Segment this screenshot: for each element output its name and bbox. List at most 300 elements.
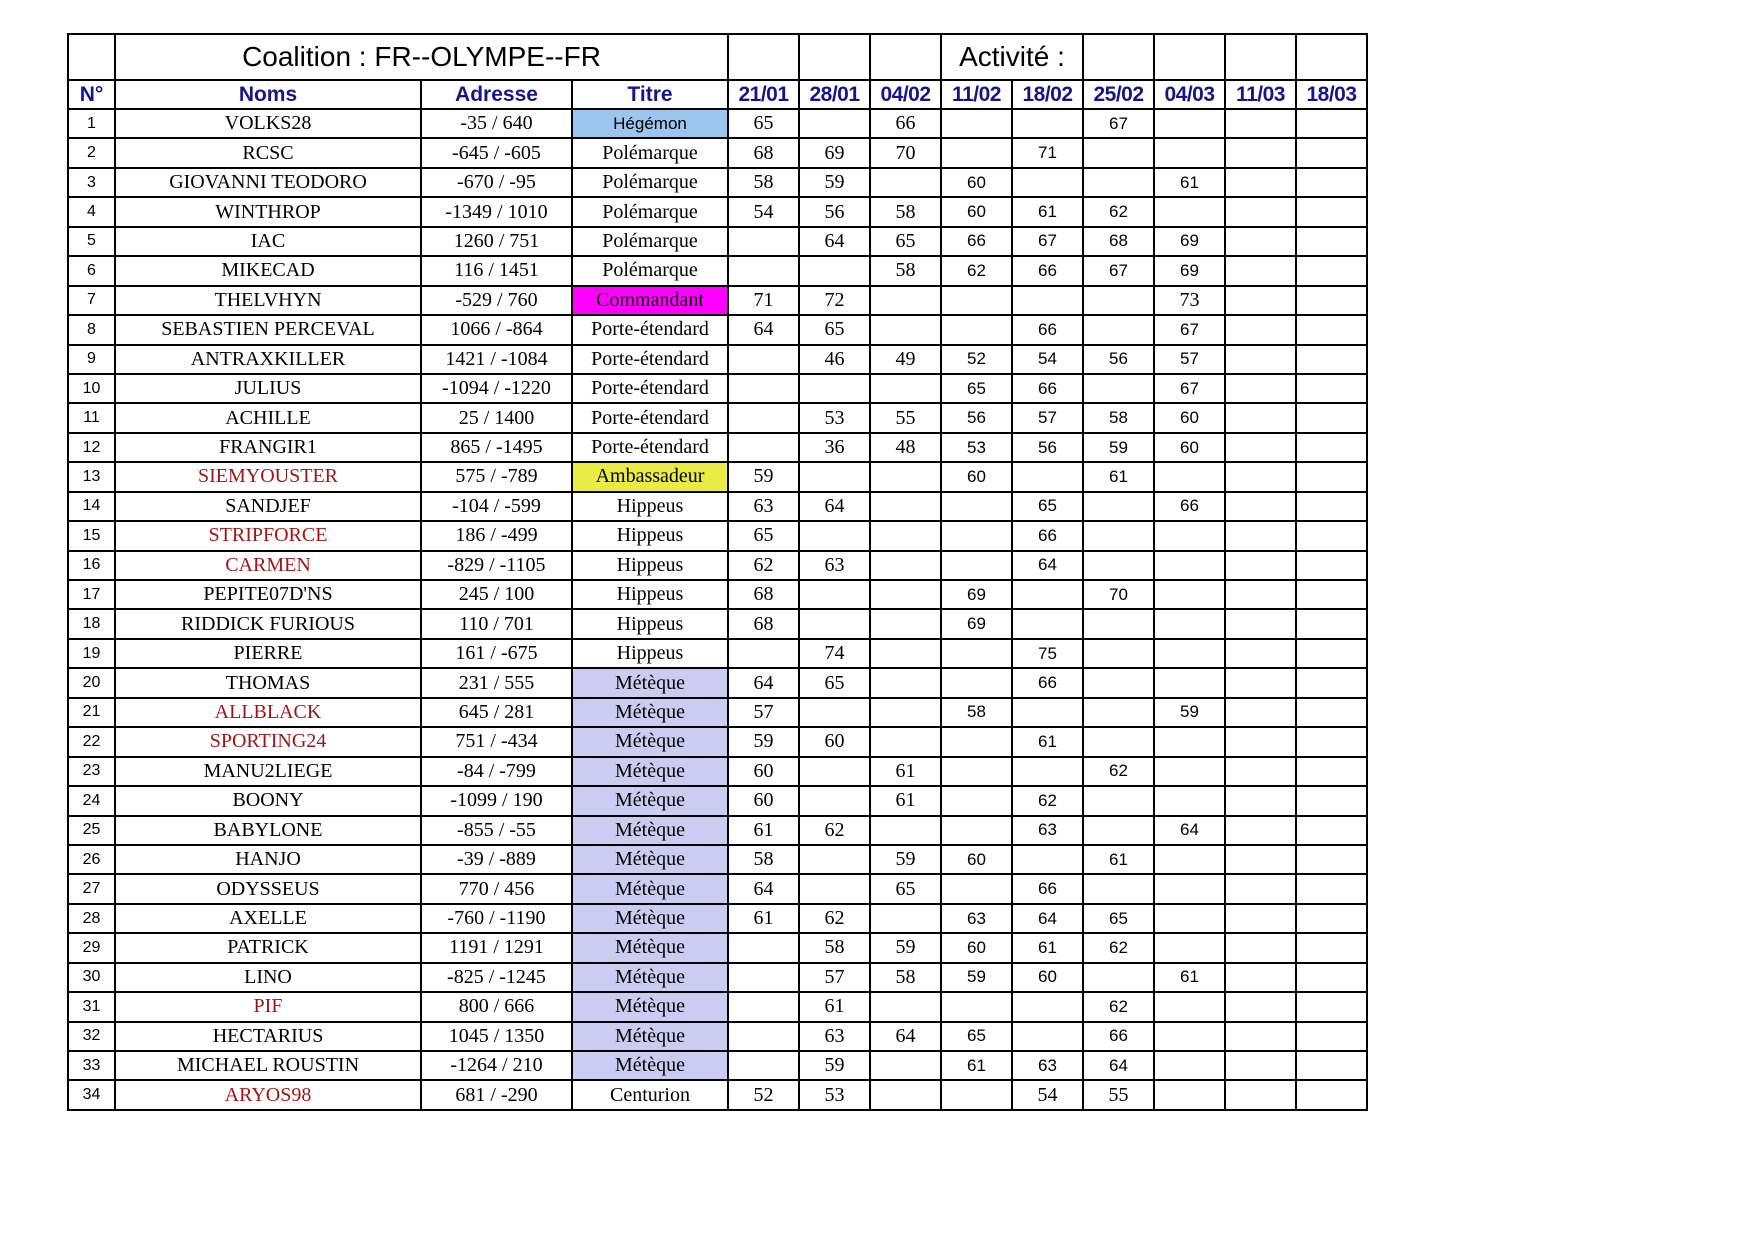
- member-row: [68, 1022, 1367, 1051]
- address-cell: -1264 / 210: [421, 1051, 572, 1080]
- member-row: [68, 933, 1367, 962]
- activity-value-cell: 53: [799, 1080, 870, 1109]
- activity-value-cell: [1154, 462, 1225, 491]
- row-number-cell: 29: [68, 933, 115, 962]
- activity-value-cell: 68: [728, 138, 799, 167]
- title-cell: Métèque: [572, 786, 728, 815]
- activity-value-cell: [1225, 786, 1296, 815]
- row-number-cell: 24: [68, 786, 115, 815]
- activity-value-cell: [1225, 639, 1296, 668]
- activity-value-cell: [728, 433, 799, 462]
- activity-value-cell: [1296, 933, 1367, 962]
- activity-value-cell: 53: [941, 433, 1012, 462]
- activity-value-cell: [1225, 286, 1296, 315]
- member-row: [68, 845, 1367, 874]
- title-cell: Polémarque: [572, 168, 728, 197]
- title-cell: Polémarque: [572, 256, 728, 285]
- activity-value-cell: [728, 403, 799, 432]
- activity-value-cell: [1296, 138, 1367, 167]
- activity-value-cell: [1296, 757, 1367, 786]
- activity-value-cell: 66: [1012, 315, 1083, 344]
- activity-value-cell: 59: [1083, 433, 1154, 462]
- activity-value-cell: 59: [1154, 698, 1225, 727]
- row-number-cell: 14: [68, 492, 115, 521]
- activity-value-cell: [799, 374, 870, 403]
- activity-value-cell: [1225, 992, 1296, 1021]
- activity-value-cell: 62: [941, 256, 1012, 285]
- activity-value-cell: 55: [870, 403, 941, 432]
- activity-value-cell: [1296, 197, 1367, 226]
- activity-value-cell: [1225, 315, 1296, 344]
- row-number-cell: 3: [68, 168, 115, 197]
- address-cell: 681 / -290: [421, 1080, 572, 1109]
- member-row: [68, 816, 1367, 845]
- title-cell: Métèque: [572, 933, 728, 962]
- row-number-cell: 16: [68, 551, 115, 580]
- activity-value-cell: 60: [941, 933, 1012, 962]
- activity-value-cell: 54: [1012, 345, 1083, 374]
- activity-value-cell: 59: [728, 462, 799, 491]
- row-number-cell: 31: [68, 992, 115, 1021]
- address-cell: 1260 / 751: [421, 227, 572, 256]
- activity-value-cell: 61: [728, 816, 799, 845]
- row-number-cell: 5: [68, 227, 115, 256]
- member-name-cell: AXELLE: [115, 904, 421, 933]
- activity-value-cell: [728, 963, 799, 992]
- activity-value-cell: 59: [941, 963, 1012, 992]
- member-row: [68, 992, 1367, 1021]
- title-cell: Métèque: [572, 845, 728, 874]
- activity-value-cell: 58: [870, 197, 941, 226]
- activity-value-cell: [1296, 492, 1367, 521]
- activity-value-cell: [1225, 698, 1296, 727]
- address-cell: -84 / -799: [421, 757, 572, 786]
- activity-value-cell: 74: [799, 639, 870, 668]
- activity-value-cell: [1083, 816, 1154, 845]
- title-cell: Métèque: [572, 816, 728, 845]
- activity-value-cell: [941, 727, 1012, 756]
- title-cell: Métèque: [572, 874, 728, 903]
- activity-value-cell: 48: [870, 433, 941, 462]
- member-row: [68, 668, 1367, 697]
- member-row: [68, 286, 1367, 315]
- title-cell: Hippeus: [572, 551, 728, 580]
- activity-value-cell: 57: [799, 963, 870, 992]
- activity-value-cell: 58: [870, 256, 941, 285]
- title-cell: Porte-étendard: [572, 374, 728, 403]
- activity-value-cell: [1225, 551, 1296, 580]
- address-cell: -645 / -605: [421, 138, 572, 167]
- activity-value-cell: 66: [1012, 874, 1083, 903]
- activity-value-cell: 58: [728, 168, 799, 197]
- member-row: [68, 963, 1367, 992]
- activity-value-cell: 61: [870, 757, 941, 786]
- date-column-header: 11/02: [941, 80, 1012, 109]
- activity-value-cell: [1296, 904, 1367, 933]
- activity-value-cell: [1012, 845, 1083, 874]
- title-cell: Porte-étendard: [572, 345, 728, 374]
- row-number-cell: 4: [68, 197, 115, 226]
- title-cell: Métèque: [572, 698, 728, 727]
- activity-value-cell: [1225, 727, 1296, 756]
- activity-value-cell: [1225, 227, 1296, 256]
- activity-value-cell: 59: [870, 845, 941, 874]
- activity-value-cell: [941, 492, 1012, 521]
- activity-value-cell: [1083, 639, 1154, 668]
- title-cell: Porte-étendard: [572, 315, 728, 344]
- activity-value-cell: [1083, 727, 1154, 756]
- address-cell: 245 / 100: [421, 580, 572, 609]
- activity-value-cell: [941, 992, 1012, 1021]
- row-number-cell: 6: [68, 256, 115, 285]
- member-name-cell: SPORTING24: [115, 727, 421, 756]
- activity-value-cell: 65: [728, 109, 799, 138]
- activity-value-cell: 65: [870, 874, 941, 903]
- activity-value-cell: [1225, 521, 1296, 550]
- activity-value-cell: 67: [1012, 227, 1083, 256]
- member-name-cell: PEPITE07D'NS: [115, 580, 421, 609]
- activity-value-cell: [1225, 845, 1296, 874]
- address-cell: -39 / -889: [421, 845, 572, 874]
- activity-value-cell: 66: [1083, 1022, 1154, 1051]
- activity-value-cell: [728, 933, 799, 962]
- column-header-row: [68, 80, 1367, 109]
- member-name-cell: HECTARIUS: [115, 1022, 421, 1051]
- address-cell: -35 / 640: [421, 109, 572, 138]
- activity-value-cell: [1083, 374, 1154, 403]
- activity-value-cell: [1083, 963, 1154, 992]
- activity-value-cell: 59: [870, 933, 941, 962]
- coalition-title: Coalition : FR--OLYMPE--FR: [115, 34, 728, 80]
- member-name-cell: WINTHROP: [115, 197, 421, 226]
- activity-value-cell: 56: [1083, 345, 1154, 374]
- member-row: [68, 874, 1367, 903]
- activity-value-cell: 67: [1154, 374, 1225, 403]
- activity-value-cell: [1083, 521, 1154, 550]
- activity-value-cell: [1225, 904, 1296, 933]
- title-cell: Porte-étendard: [572, 433, 728, 462]
- activity-value-cell: [1296, 433, 1367, 462]
- num-column-header: N°: [68, 80, 115, 109]
- activity-value-cell: 65: [799, 668, 870, 697]
- row-number-cell: 22: [68, 727, 115, 756]
- activity-value-cell: [1225, 138, 1296, 167]
- activity-value-cell: [1083, 609, 1154, 638]
- activity-value-cell: [870, 168, 941, 197]
- activity-value-cell: 58: [941, 698, 1012, 727]
- row-number-cell: 10: [68, 374, 115, 403]
- address-cell: 25 / 1400: [421, 403, 572, 432]
- activity-value-cell: 46: [799, 345, 870, 374]
- member-row: [68, 256, 1367, 285]
- activity-value-cell: [1225, 374, 1296, 403]
- activity-value-cell: [1225, 963, 1296, 992]
- names-column-header: Noms: [115, 80, 421, 109]
- activity-value-cell: [1154, 197, 1225, 226]
- activity-value-cell: [1083, 286, 1154, 315]
- member-name-cell: BABYLONE: [115, 816, 421, 845]
- title-cell: Métèque: [572, 992, 728, 1021]
- title-cell: Métèque: [572, 727, 728, 756]
- activity-value-cell: [941, 138, 1012, 167]
- activity-value-cell: [1296, 816, 1367, 845]
- activity-value-cell: 68: [1083, 227, 1154, 256]
- activity-value-cell: [1083, 168, 1154, 197]
- row-number-cell: 26: [68, 845, 115, 874]
- address-cell: 770 / 456: [421, 874, 572, 903]
- activity-value-cell: [1154, 1022, 1225, 1051]
- member-name-cell: PIERRE: [115, 639, 421, 668]
- activity-value-cell: [1225, 874, 1296, 903]
- activity-value-cell: 57: [1012, 403, 1083, 432]
- row-number-cell: 2: [68, 138, 115, 167]
- activity-value-cell: 61: [728, 904, 799, 933]
- row-number-cell: 12: [68, 433, 115, 462]
- row-number-cell: 1: [68, 109, 115, 138]
- member-row: [68, 786, 1367, 815]
- member-name-cell: FRANGIR1: [115, 433, 421, 462]
- activity-value-cell: [1225, 345, 1296, 374]
- member-row: [68, 315, 1367, 344]
- member-name-cell: SEBASTIEN PERCEVAL: [115, 315, 421, 344]
- activity-value-cell: 60: [1154, 403, 1225, 432]
- activity-value-cell: 69: [941, 580, 1012, 609]
- activity-value-cell: [1154, 757, 1225, 786]
- activity-value-cell: 71: [1012, 138, 1083, 167]
- address-cell: 751 / -434: [421, 727, 572, 756]
- title-cell: Hippeus: [572, 580, 728, 609]
- activity-value-cell: 64: [799, 492, 870, 521]
- title-cell: Centurion: [572, 1080, 728, 1109]
- activity-value-cell: [941, 757, 1012, 786]
- activity-value-cell: 62: [728, 551, 799, 580]
- member-name-cell: ANTRAXKILLER: [115, 345, 421, 374]
- member-name-cell: PIF: [115, 992, 421, 1021]
- member-row: [68, 374, 1367, 403]
- activity-value-cell: 64: [799, 227, 870, 256]
- activity-value-cell: 68: [728, 580, 799, 609]
- activity-value-cell: [1296, 874, 1367, 903]
- activity-value-cell: [1154, 786, 1225, 815]
- activity-value-cell: 63: [1012, 816, 1083, 845]
- activity-value-cell: 61: [1083, 845, 1154, 874]
- activity-value-cell: [941, 668, 1012, 697]
- member-row: [68, 403, 1367, 432]
- row-number-cell: 7: [68, 286, 115, 315]
- address-cell: -670 / -95: [421, 168, 572, 197]
- address-cell: 116 / 1451: [421, 256, 572, 285]
- activity-value-cell: [1154, 138, 1225, 167]
- activity-value-cell: 58: [799, 933, 870, 962]
- activity-value-cell: [1012, 168, 1083, 197]
- activity-value-cell: [728, 992, 799, 1021]
- activity-value-cell: 66: [1012, 374, 1083, 403]
- row-number-cell: 17: [68, 580, 115, 609]
- activity-title: Activité :: [941, 34, 1083, 80]
- activity-value-cell: 61: [1012, 197, 1083, 226]
- activity-value-cell: [799, 109, 870, 138]
- activity-value-cell: [870, 1051, 941, 1080]
- member-name-cell: MIKECAD: [115, 256, 421, 285]
- title-cell: Polémarque: [572, 227, 728, 256]
- activity-value-cell: 69: [1154, 256, 1225, 285]
- member-name-cell: LINO: [115, 963, 421, 992]
- activity-value-cell: [1154, 904, 1225, 933]
- date-column-header: 28/01: [799, 80, 870, 109]
- address-cell: -829 / -1105: [421, 551, 572, 580]
- member-row: [68, 551, 1367, 580]
- activity-value-cell: [1296, 462, 1367, 491]
- activity-value-cell: 64: [1154, 816, 1225, 845]
- member-row: [68, 727, 1367, 756]
- row-number-cell: 28: [68, 904, 115, 933]
- banner-row: [68, 34, 1367, 80]
- member-row: [68, 227, 1367, 256]
- activity-value-cell: 56: [799, 197, 870, 226]
- activity-value-cell: 66: [1012, 668, 1083, 697]
- activity-value-cell: 49: [870, 345, 941, 374]
- activity-value-cell: 61: [1012, 933, 1083, 962]
- activity-value-cell: [941, 551, 1012, 580]
- title-cell: Commandant: [572, 286, 728, 315]
- activity-value-cell: 61: [1154, 168, 1225, 197]
- empty-cell: [1225, 34, 1296, 80]
- activity-value-cell: 73: [1154, 286, 1225, 315]
- empty-cell: [1083, 34, 1154, 80]
- member-name-cell: PATRICK: [115, 933, 421, 962]
- activity-value-cell: [1296, 315, 1367, 344]
- empty-cell: [728, 34, 799, 80]
- activity-value-cell: [1012, 992, 1083, 1021]
- title-cell: Polémarque: [572, 138, 728, 167]
- row-number-cell: 34: [68, 1080, 115, 1109]
- activity-value-cell: [1225, 757, 1296, 786]
- activity-value-cell: [1154, 1080, 1225, 1109]
- activity-value-cell: [1296, 698, 1367, 727]
- activity-value-cell: [870, 462, 941, 491]
- activity-value-cell: [1296, 668, 1367, 697]
- activity-value-cell: 59: [728, 727, 799, 756]
- member-row: [68, 1051, 1367, 1080]
- activity-value-cell: 60: [1154, 433, 1225, 462]
- member-name-cell: BOONY: [115, 786, 421, 815]
- activity-value-cell: [1154, 668, 1225, 697]
- activity-value-cell: 64: [728, 668, 799, 697]
- address-cell: 865 / -1495: [421, 433, 572, 462]
- activity-value-cell: 71: [728, 286, 799, 315]
- activity-value-cell: [799, 609, 870, 638]
- activity-value-cell: 69: [799, 138, 870, 167]
- activity-value-cell: 67: [1083, 109, 1154, 138]
- activity-value-cell: 67: [1083, 256, 1154, 285]
- activity-value-cell: [728, 374, 799, 403]
- activity-value-cell: [1225, 609, 1296, 638]
- member-row: [68, 462, 1367, 491]
- address-cell: 645 / 281: [421, 698, 572, 727]
- activity-value-cell: 63: [1012, 1051, 1083, 1080]
- activity-value-cell: 65: [1012, 492, 1083, 521]
- activity-value-cell: [941, 286, 1012, 315]
- activity-value-cell: 66: [941, 227, 1012, 256]
- activity-value-cell: 61: [870, 786, 941, 815]
- address-cell: -855 / -55: [421, 816, 572, 845]
- member-name-cell: SIEMYOUSTER: [115, 462, 421, 491]
- activity-value-cell: [941, 521, 1012, 550]
- activity-value-cell: [1083, 698, 1154, 727]
- activity-value-cell: 63: [941, 904, 1012, 933]
- activity-value-cell: [870, 521, 941, 550]
- date-column-header: 04/02: [870, 80, 941, 109]
- activity-value-cell: 61: [1012, 727, 1083, 756]
- activity-value-cell: 65: [870, 227, 941, 256]
- activity-value-cell: [1296, 639, 1367, 668]
- activity-value-cell: [1225, 197, 1296, 226]
- activity-value-cell: [1012, 1022, 1083, 1051]
- date-column-header: 11/03: [1225, 80, 1296, 109]
- activity-value-cell: 66: [870, 109, 941, 138]
- activity-value-cell: [941, 874, 1012, 903]
- address-cell: 161 / -675: [421, 639, 572, 668]
- activity-value-cell: 64: [1083, 1051, 1154, 1080]
- activity-value-cell: [1154, 639, 1225, 668]
- date-column-header: 21/01: [728, 80, 799, 109]
- row-number-cell: 19: [68, 639, 115, 668]
- activity-value-cell: [1225, 1080, 1296, 1109]
- activity-value-cell: [870, 727, 941, 756]
- address-cell: -760 / -1190: [421, 904, 572, 933]
- activity-value-cell: [799, 845, 870, 874]
- activity-value-cell: 58: [728, 845, 799, 874]
- activity-value-cell: [941, 1080, 1012, 1109]
- activity-value-cell: [728, 1022, 799, 1051]
- address-column-header: Adresse: [421, 80, 572, 109]
- activity-value-cell: 58: [1083, 403, 1154, 432]
- activity-value-cell: 60: [1012, 963, 1083, 992]
- activity-value-cell: 66: [1154, 492, 1225, 521]
- activity-value-cell: 52: [728, 1080, 799, 1109]
- member-row: [68, 168, 1367, 197]
- activity-value-cell: [728, 1051, 799, 1080]
- coalition-activity-table: [67, 33, 1368, 1111]
- activity-value-cell: [1296, 580, 1367, 609]
- member-row: [68, 109, 1367, 138]
- title-cell: Polémarque: [572, 197, 728, 226]
- activity-value-cell: [1154, 580, 1225, 609]
- activity-value-cell: [728, 639, 799, 668]
- date-column-header: 18/02: [1012, 80, 1083, 109]
- activity-value-cell: [799, 256, 870, 285]
- activity-value-cell: 69: [1154, 227, 1225, 256]
- address-cell: -1349 / 1010: [421, 197, 572, 226]
- address-cell: 1066 / -864: [421, 315, 572, 344]
- activity-value-cell: [870, 492, 941, 521]
- row-number-cell: 27: [68, 874, 115, 903]
- activity-value-cell: 70: [870, 138, 941, 167]
- member-row: [68, 138, 1367, 167]
- title-cell: Hégémon: [572, 109, 728, 138]
- member-name-cell: RIDDICK FURIOUS: [115, 609, 421, 638]
- activity-value-cell: [1225, 168, 1296, 197]
- activity-value-cell: [941, 816, 1012, 845]
- date-column-header: 18/03: [1296, 80, 1367, 109]
- activity-value-cell: 52: [941, 345, 1012, 374]
- activity-value-cell: [1225, 933, 1296, 962]
- member-name-cell: CARMEN: [115, 551, 421, 580]
- activity-value-cell: 59: [799, 168, 870, 197]
- activity-value-cell: [870, 992, 941, 1021]
- activity-value-cell: [870, 1080, 941, 1109]
- activity-value-cell: 61: [941, 1051, 1012, 1080]
